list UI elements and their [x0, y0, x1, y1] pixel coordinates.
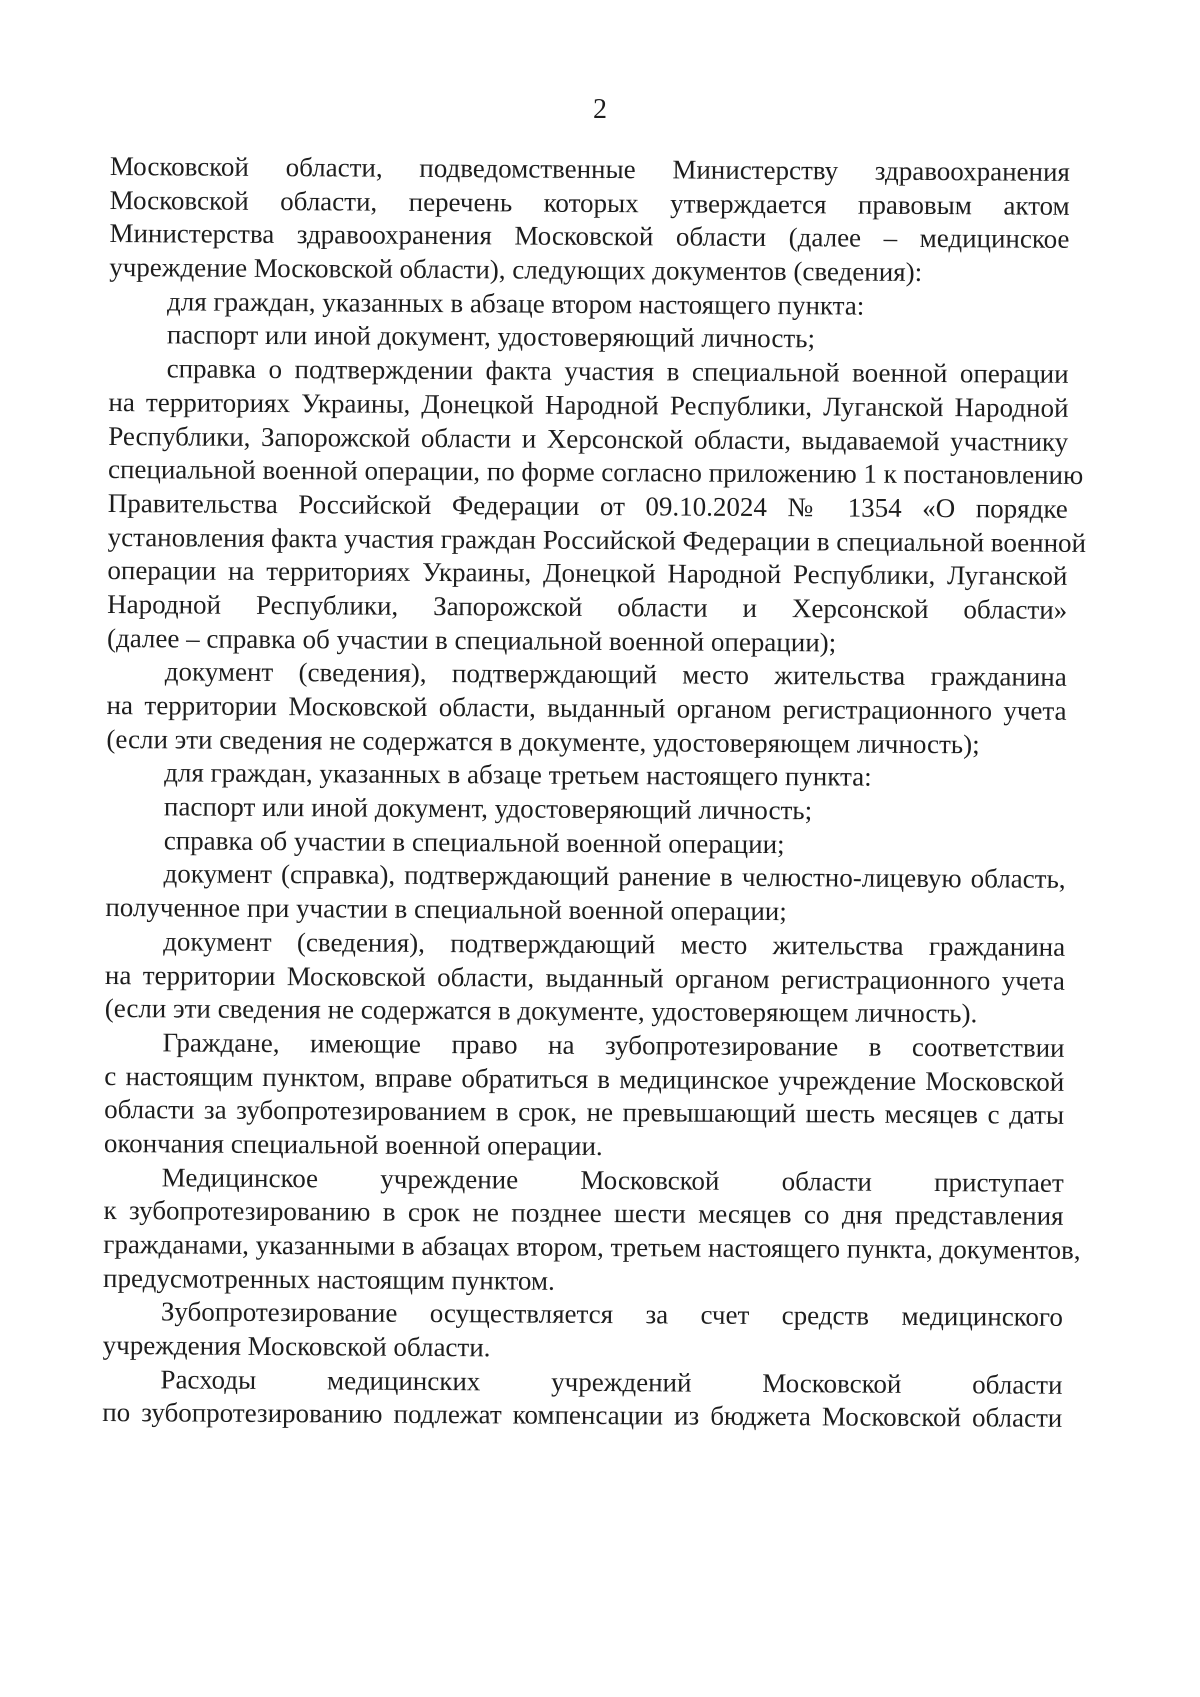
- text-line: (далее – справка об участии в специальной военной операции);: [106, 622, 837, 658]
- text-line: гражданами, указанными в абзацах втором, третьем настоящего пункта, документов,: [103, 1228, 1081, 1265]
- text-line: для граждан, указанных в абзаце третьем настоящего пункта:: [164, 757, 872, 793]
- text-line: паспорт или иной документ, удостоверяющий личность;: [163, 791, 813, 826]
- text-line: Московской области, подведомственные Министерству здравоохранения: [109, 150, 1070, 187]
- text-line: Республики, Запорожской области и Херсонской области, выдаваемой участнику: [108, 420, 1069, 457]
- text-line: на территории Московской области, выданный органом регистрационного учета: [106, 689, 1067, 726]
- text-line: установления факта участия граждан Российской Федерации в специальной военной: [107, 521, 1087, 558]
- text-line: учреждение Московской области), следующих документов (сведения):: [109, 252, 923, 288]
- text-line: Медицинское учреждение Московской области приступает: [161, 1161, 1064, 1198]
- text-line: на территории Московской области, выданный органом регистрационного учета: [104, 959, 1066, 996]
- text-line: документ (сведения), подтверждающий место жительства гражданина: [164, 656, 1067, 693]
- text-line: Министерства здравоохранения Московской области (далее – медицинское: [109, 218, 1070, 255]
- text-line: справка об участии в специальной военной операции;: [163, 825, 785, 859]
- text-line: на территориях Украины, Донецкой Народной Республики, Луганской Народной: [108, 386, 1069, 423]
- text-line: Зубопротезирование осуществляется за счет средств медицинского: [160, 1296, 1063, 1333]
- text-line: документ (справка), подтверждающий ранение в челюстно-лицевую область,: [163, 858, 1066, 895]
- text-line: полученное при участии в специальной военной операции;: [105, 892, 787, 927]
- text-line: для граждан, указанных в абзаце втором настоящего пункта:: [166, 286, 865, 321]
- text-line: справка о подтверждении факта участия в специальной военной операции: [166, 353, 1069, 389]
- text-line: с настоящим пунктом, вправе обратиться в медицинское учреждение Московской: [104, 1060, 1065, 1097]
- text-line: (если эти сведения не содержатся в документе, удостоверяющем личность).: [104, 993, 978, 1029]
- text-line: документ (сведения), подтверждающий место жительства гражданина: [163, 926, 1066, 962]
- page-number: 2: [593, 94, 607, 125]
- text-line: Правительства Российской Федерации от 09.10.2024 № 1354 «О порядке: [107, 487, 1068, 524]
- text-line: предусмотренных настоящим пунктом.: [103, 1262, 555, 1296]
- text-line: Граждане, имеющие право на зубопротезирование в соответствии: [162, 1027, 1065, 1063]
- text-line: учреждения Московской области.: [102, 1330, 491, 1363]
- document-body: [102, 150, 1087, 1436]
- text-line: Народной Республики, Запорожской области и Херсонской области»: [107, 588, 1068, 625]
- text-line: по зубопротезированию подлежат компенсации из бюджета Московской области: [102, 1397, 1063, 1434]
- text-line: паспорт или иной документ, удостоверяющий личность;: [166, 319, 816, 354]
- text-line: области за зубопротезированием в срок, не превышающий шесть месяцев с даты: [104, 1094, 1065, 1131]
- text-line: специальной военной операции, по форме согласно приложению 1 к постановлению: [107, 454, 1084, 491]
- text-line: к зубопротезированию в срок не позднее шести месяцев со дня представления: [103, 1195, 1064, 1232]
- text-line: Расходы медицинских учреждений Московской области: [160, 1364, 1063, 1400]
- text-line: операции на территориях Украины, Донецкой Народной Республики, Луганской: [107, 555, 1068, 592]
- text-line: Московской области, перечень которых утверждается правовым актом: [109, 184, 1070, 221]
- text-line: окончания специальной военной операции.: [103, 1127, 603, 1161]
- text-line: (если эти сведения не содержатся в документе, удостоверяющем личность);: [106, 723, 980, 760]
